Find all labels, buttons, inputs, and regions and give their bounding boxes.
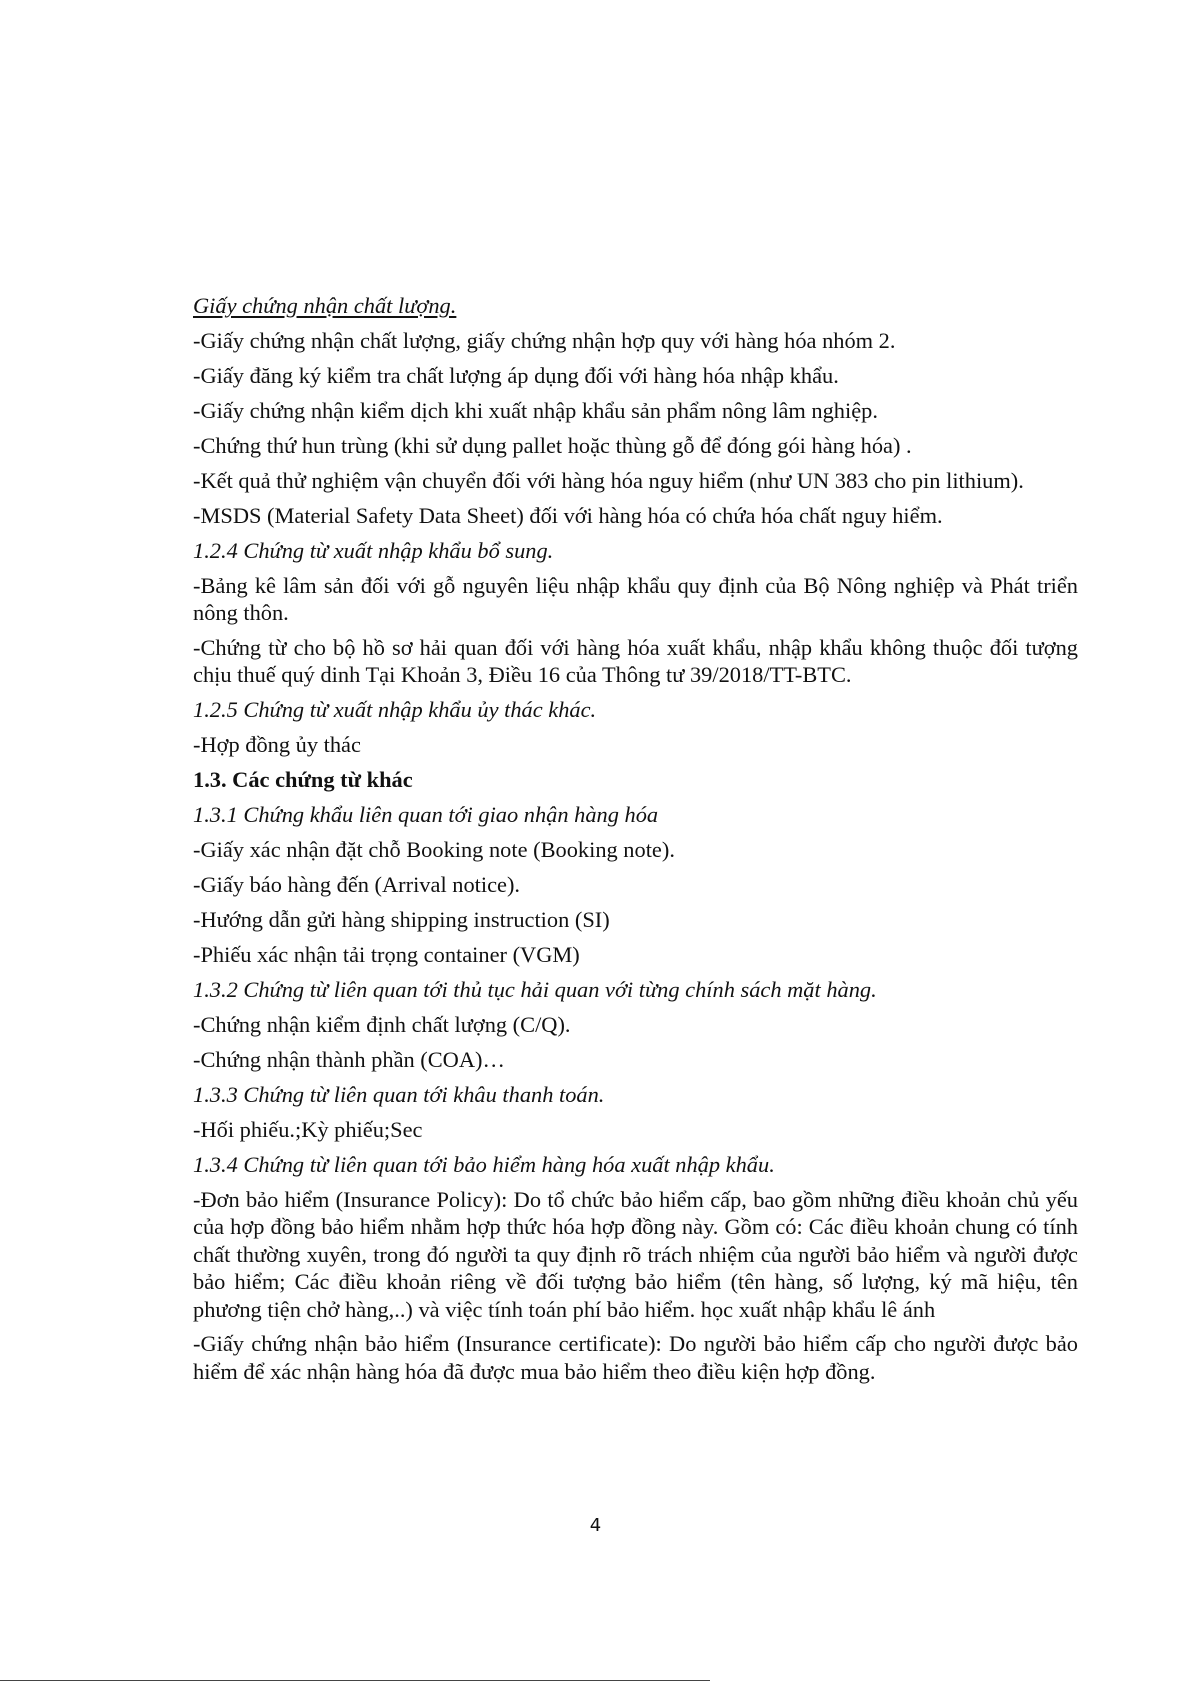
list-item: -Hướng dẫn gửi hàng shipping instruction (SI): [193, 906, 610, 932]
list-item: -Giấy báo hàng đến (Arrival notice).: [193, 871, 521, 897]
list-item: -Giấy chứng nhận chất lượng, giấy chứng nhận hợp quy với hàng hóa nhóm 2.: [193, 328, 896, 353]
footer-divider: [0, 1680, 710, 1681]
subsection-heading-1-3-2: 1.3.2 Chứng từ liên quan tới thủ tục hải quan với từng chính sách mặt hàng.: [193, 976, 877, 1002]
document-body: [193, 292, 1078, 1392]
list-item: -Phiếu xác nhận tải trọng container (VGM): [193, 941, 580, 967]
list-item: -Hợp đồng ủy thác: [193, 731, 361, 757]
subsection-heading-1-3-3: 1.3.3 Chứng từ liên quan tới khâu thanh toán.: [193, 1081, 605, 1107]
list-item: -Hối phiếu.;Kỳ phiếu;Sec: [193, 1116, 423, 1142]
subsection-heading-1-3-4: 1.3.4 Chứng từ liên quan tới bảo hiểm hàng hóa xuất nhập khẩu.: [193, 1151, 775, 1177]
list-item: -Chứng thứ hun trùng (khi sử dụng pallet hoặc thùng gỗ để đóng gói hàng hóa) .: [193, 433, 912, 458]
subsection-heading-1-2-5: 1.2.5 Chứng từ xuất nhập khẩu ủy thác khác.: [193, 696, 597, 722]
list-item: -Chứng nhận thành phần (COA)…: [193, 1046, 505, 1072]
paragraph-insurance-policy: -Đơn bảo hiểm (Insurance Policy): Do tổ chức bảo hiểm cấp, bao gồm những điều khoản chủ yếu của hợp đồng bảo hiểm nhằm hợp thức hóa hợp đồng này. Gồm có: Các điều khoản chung có tính chất thường xuyên, trong đó người ta quy định rõ trách nhiệm của người bảo hiểm và người được bảo hiểm; Các điều khoản riêng về đối tượng bảo hiểm (tên hàng, số lượng, ký mã hiệu, tên phương tiện chở hàng,..) và việc tính toán phí bảo hiểm. học xuất nhập khẩu lê ánh: [193, 1186, 1078, 1322]
list-item: -MSDS (Material Safety Data Sheet) đối với hàng hóa có chứa hóa chất nguy hiểm.: [193, 502, 943, 528]
list-item: -Giấy chứng nhận kiểm dịch khi xuất nhập khẩu sản phẩm nông lâm nghiệp.: [193, 398, 878, 423]
page-number: 4: [589, 1515, 602, 1536]
list-item: -Chứng từ cho bộ hồ sơ hải quan đối với hàng hóa xuất khẩu, nhập khẩu không thuộc đối tượng chịu thuế quý dinh Tại Khoản 3, Điều 16 của Thông tư 39/2018/TT-BTC.: [193, 634, 1078, 687]
list-item: -Giấy xác nhận đặt chỗ Booking note (Booking note).: [193, 836, 675, 862]
subsection-heading-1-3-1: 1.3.1 Chứng khẩu liên quan tới giao nhận hàng hóa: [193, 801, 659, 827]
list-item: -Bảng kê lâm sản đối với gỗ nguyên liệu nhập khẩu quy định của Bộ Nông nghiệp và Phát triển nông thôn.: [193, 572, 1078, 625]
subsection-heading-1-2-4: 1.2.4 Chứng từ xuất nhập khẩu bổ sung.: [193, 537, 554, 563]
paragraph-insurance-certificate: -Giấy chứng nhận bảo hiểm (Insurance certificate): Do người bảo hiểm cấp cho người được bảo hiểm để xác nhận hàng hóa đã được mua bảo hiểm theo điều kiện hợp đồng.: [193, 1331, 1078, 1384]
list-item: -Giấy đăng ký kiểm tra chất lượng áp dụng đối với hàng hóa nhập khẩu.: [193, 363, 839, 388]
list-item: -Chứng nhận kiểm định chất lượng (C/Q).: [193, 1011, 571, 1037]
section-heading-1-3: 1.3. Các chứng từ khác: [193, 766, 413, 792]
list-item: -Kết quả thử nghiệm vận chuyển đối với hàng hóa nguy hiểm (như UN 383 cho pin lithium).: [193, 468, 1024, 493]
section-heading-quality-certificate: Giấy chứng nhận chất lượng.: [193, 293, 457, 318]
